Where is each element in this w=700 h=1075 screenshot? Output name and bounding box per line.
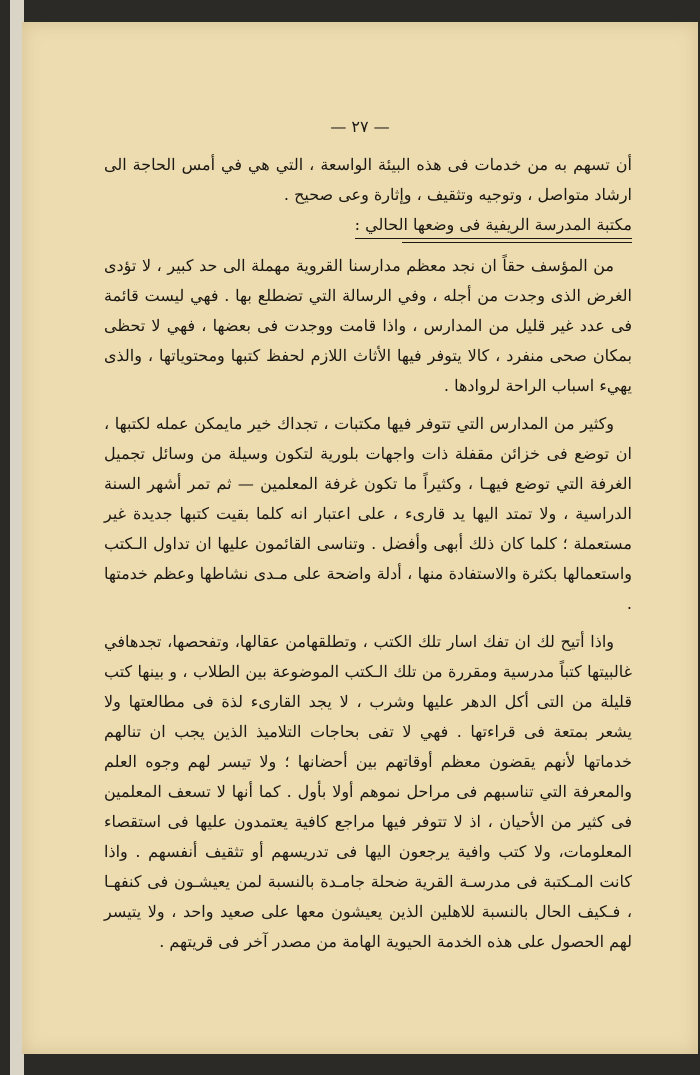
page-body	[104, 150, 632, 957]
heading-rule	[402, 242, 632, 243]
section-heading: مكتبة المدرسة الريفية فى وضعها الحالي :	[355, 212, 632, 239]
book-page	[22, 22, 698, 1054]
page-number: — ٢٧ —	[330, 117, 390, 136]
intro-paragraph: أن تسهم به من خدمات فى هذه البيئة الواسعة ، التي هي في أمس الحاجة الى ارشاد متواصل ، وتوجيه وتثقيف ، وإثارة وعى صحيح .	[104, 155, 632, 204]
paragraph-2: وكثير من المدارس التي تتوفر فيها مكتبات ، تجداك خير مايمكن عمله لكتبها ، ان توضع فى خزائن مقفلة ذات واجهات بلورية لتكون وسيلة من وسائل تجميل الغرفة التي توضع فيهـا ، وكثيراً ما تكون غرفة المعلمين — ثم تمر أشهر السنة الدراسية ، ولا تمتد اليها يد قارىء ، على اعتبار انه كلما بقيت كتبها جديدة غير مستعملة ؛ كلما كان ذلك أبهى وأفضل . وتناسى القائمون عليها ان تداول الـكتب واستعمالها بكثرة والاستفادة منها ، أدلة واضحة على مـدى نشاطها وعظم خدمتها .	[104, 414, 632, 613]
paragraph-1: من المؤسف حقاً ان نجد معظم مدارسنا القروية مهملة الى حد كبير ، لا تؤدى الغرض الذى وجدت من أجله ، وفي الرسالة التي تضطلع بها . فهي ليست قائمة فى عدد غير قليل من المدارس ، واذا قامت ووجدت فى بعضها ، فهي لا تحظى بمكان صحى منفرد ، كالا يتوفر فيها الأثاث اللازم لحفظ كتبها ومحتوياتها ، والذى يهيء اسباب الراحة لروادها .	[104, 256, 632, 395]
paragraph-3: واذا أتيح لك ان تفك اسار تلك الكتب ، وتطلقهامن عقالها، وتفحصها، تجدهافي غالبيتها كتباً مدرسية ومقررة من تلك الـكتب الموضوعة بين الطلاب ، و بينها كتب قليلة من التى أكل الدهر عليها وشرب ، لا يجد القارىء لذة فى مطالعتها ولا يشعر بمتعة فى قراءتها . فهي لا تفى بحاجات التلاميذ الذين يجب ان تنالهم خدماتها لأنهم يقضون معظم أوقاتهم بين أحضانها ؛ ولا تيسر لهم وجوه العلم والمعرفة التي تناسبهم فى مراحل نموهم أولا بأول . كما أنها لا تسعف المعلمين فى كثير من الأحيان ، اذ لا تتوفر فيها مراجع كافية يعتمدون عليها فى استقصاء المعلومات، ولا كتب وافية يرجعون اليها فى تدريسهم أو تثقيف أنفسهم . واذا كانت المـكتبة فى مدرسـة القرية ضحلة جامـدة بالنسبة لمن يعيشـون فى كنفهـا ، فـكيف الحال بالنسبة للاهلين الذين يعيشون معها على صعيد واحد ، ولا يتيسر لهم الحصول على هذه الخدمة الحيوية الهامة من مصدر آخر فى قريتهم .	[104, 632, 632, 951]
